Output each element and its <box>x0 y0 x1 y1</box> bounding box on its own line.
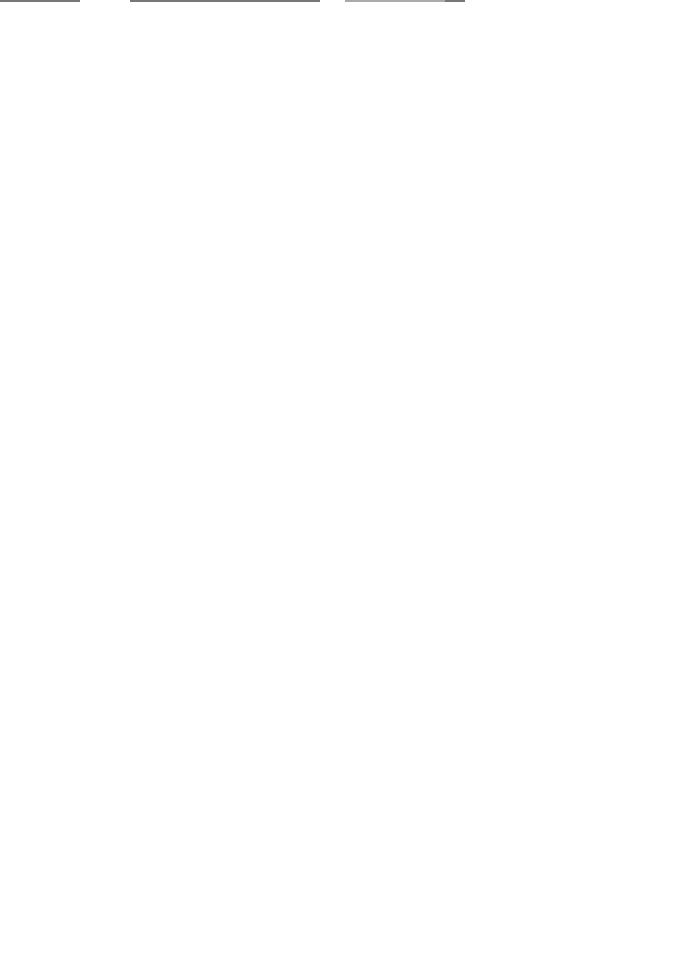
scan-artifact-top <box>0 0 698 2</box>
